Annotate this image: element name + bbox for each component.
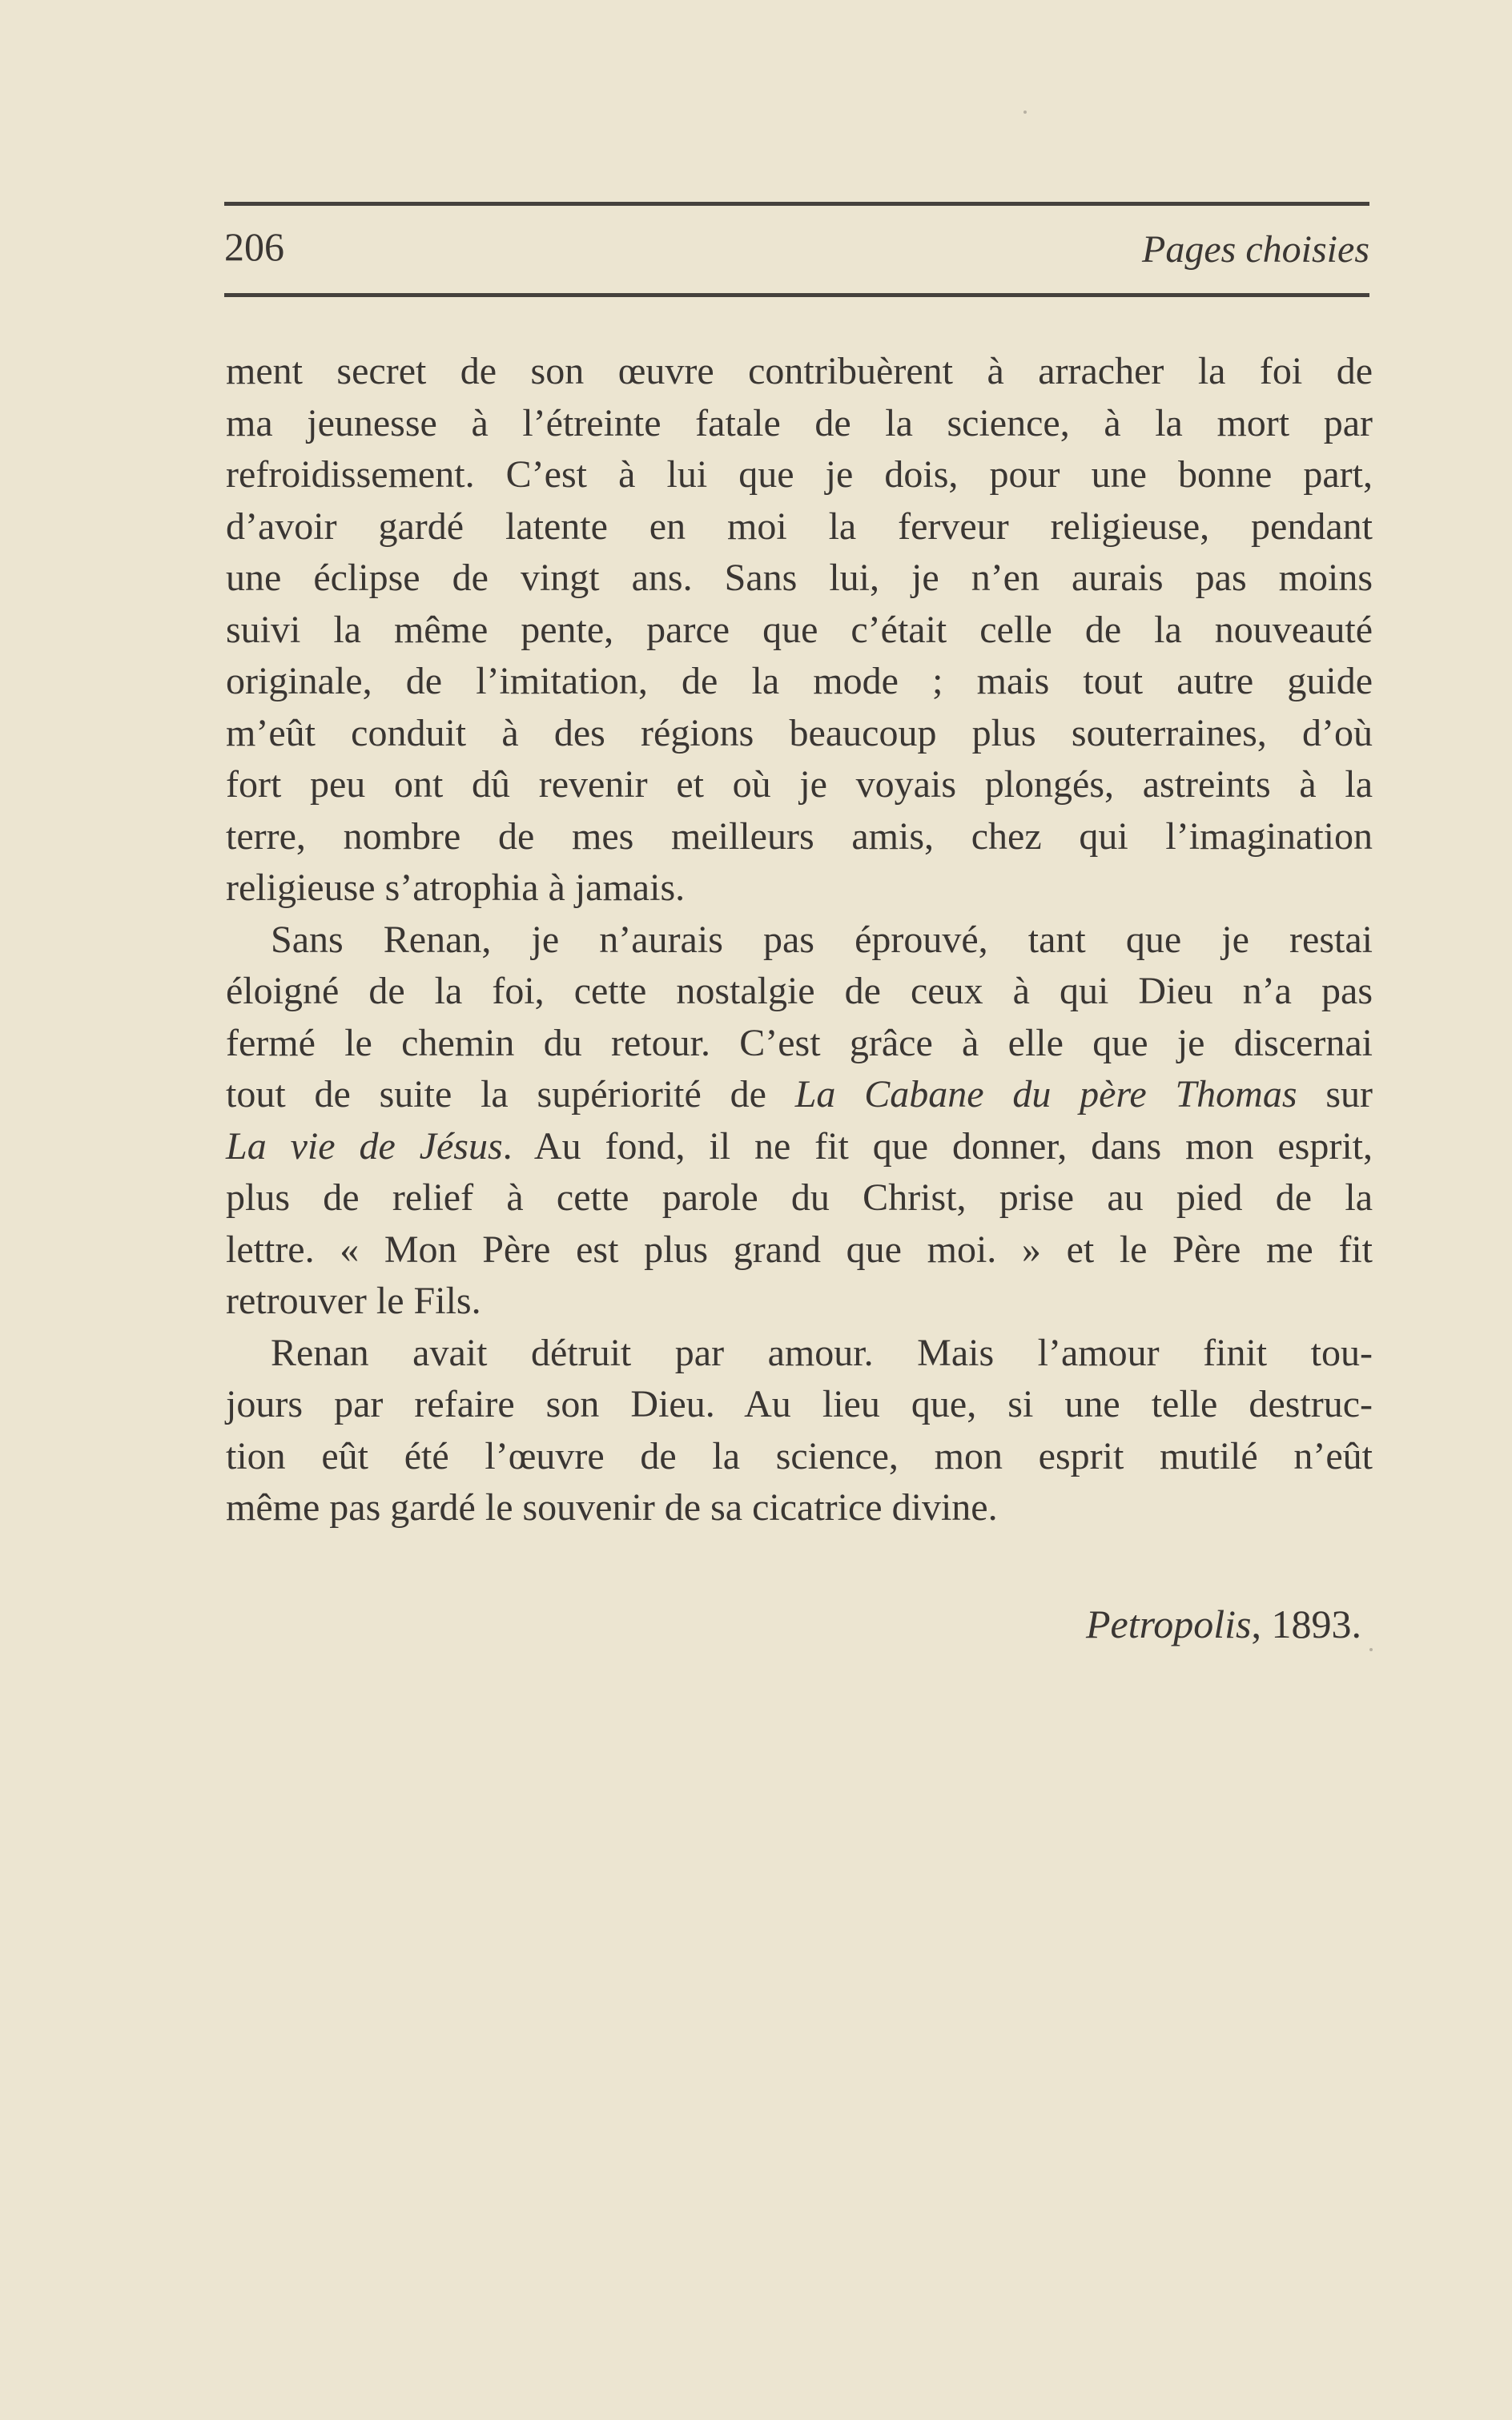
text-line: Renan avait détruit par amour. Mais l’amour finit tou- <box>271 1331 1373 1374</box>
text-segment: tout de suite la supériorité de <box>226 1073 795 1116</box>
text-line: même pas gardé le souvenir de sa cicatrice divine. <box>226 1486 998 1529</box>
text-line: terre, nombre de mes meilleurs amis, chez qui l’imagination <box>226 814 1373 858</box>
text-line: originale, de l’imitation, de la mode ; mais tout autre guide <box>226 660 1373 702</box>
text-line: tion eût été l’œuvre de la science, mon esprit mutilé n’eût <box>226 1434 1373 1477</box>
paper-speck <box>1023 111 1027 114</box>
text-line: religieuse s’atrophia à jamais. <box>226 866 686 909</box>
text-line: jours par refaire son Dieu. Au lieu que, si une telle destruc- <box>226 1383 1373 1425</box>
text-line: une éclipse de vingt ans. Sans lui, je n’en aurais pas moins <box>226 557 1373 599</box>
text-line: d’avoir gardé latente en moi la ferveur religieuse, pendant <box>226 505 1373 548</box>
text-line: éloigné de la foi, cette nostalgie de ceux à qui Dieu n’a pas <box>226 970 1373 1012</box>
text-line: fort peu ont dû revenir et où je voyais plongés, astreints à la <box>226 763 1373 806</box>
text-line: m’eût conduit à des régions beaucoup plus souterraines, d’où <box>226 711 1373 754</box>
body-text <box>226 346 1373 1534</box>
paper-speck <box>1369 1648 1373 1651</box>
signature <box>1086 1598 1361 1650</box>
text-line: plus de relief à cette parole du Christ, prise au pied de la <box>226 1176 1373 1219</box>
header-bottom-rule <box>224 293 1369 297</box>
text-line: ma jeunesse à l’étreinte fatale de la science, à la mort par <box>226 401 1373 444</box>
text-segment: sur <box>1297 1073 1373 1116</box>
book-title: La Cabane du père Thomas <box>794 1073 1297 1116</box>
text-line: ment secret de son œuvre contribuèrent à arracher la foi de <box>226 350 1373 392</box>
text-line: retrouver le Fils. <box>226 1280 481 1322</box>
text-line: suivi la même pente, parce que c’était celle de la nouveauté <box>226 608 1373 651</box>
page-number: 206 <box>224 224 284 269</box>
text-line <box>226 1069 1373 1121</box>
page-header <box>224 223 1369 279</box>
text-segment: . Au fond, il ne fit que donner, dans mon esprit, <box>502 1124 1373 1168</box>
signature-place: Petropolis <box>1086 1602 1252 1646</box>
text-line: refroidissement. C’est à lui que je dois, pour une bonne part, <box>226 453 1373 496</box>
text-line <box>226 1121 1373 1173</box>
signature-year: , 1893. <box>1251 1602 1361 1646</box>
text-line: Sans Renan, je n’aurais pas éprouvé, tant que je restai <box>271 918 1373 961</box>
running-title: Pages choisies <box>1142 228 1369 271</box>
book-title: La vie de Jésus <box>226 1124 503 1168</box>
text-line: fermé le chemin du retour. C’est grâce à elle que je discernai <box>226 1021 1373 1064</box>
header-top-rule <box>224 202 1369 206</box>
text-line: lettre. « Mon Père est plus grand que moi. » et le Père me fit <box>226 1228 1373 1271</box>
